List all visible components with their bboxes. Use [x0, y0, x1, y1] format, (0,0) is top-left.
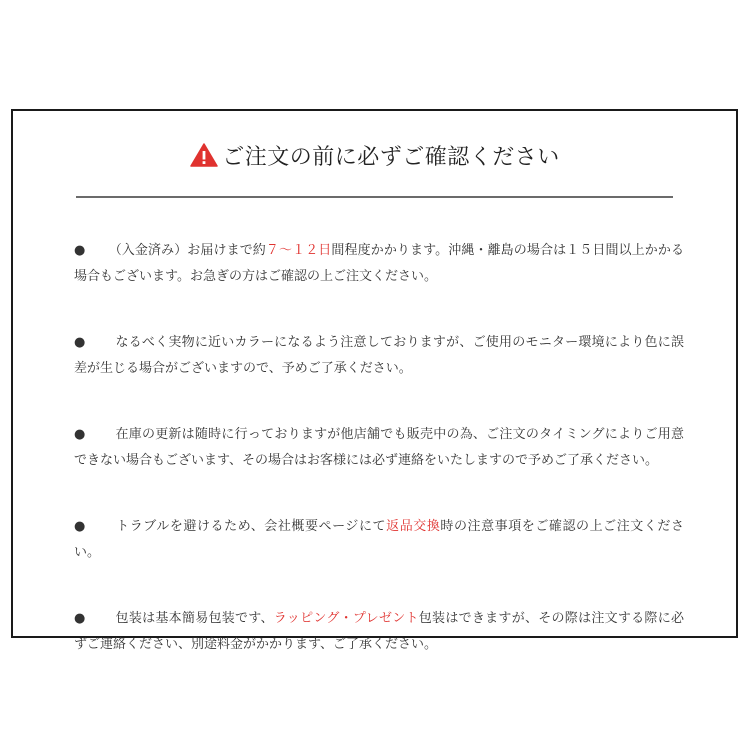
note-text: 在庫の更新は随時に行っておりますが他店舗でも販売中の為、ご注文のタイミングによりご用意できない場合もございます、その場合はお客様には必ず連絡をいたしますので予めご了承ください。 — [74, 427, 684, 468]
bullet: ● — [74, 427, 86, 442]
bullet: ● — [74, 243, 86, 258]
note-delivery — [74, 238, 684, 290]
notice-title-row — [0, 138, 750, 172]
note-text: 包装はできますが、その際は注文する際に必ずご連絡ください、別途料金がかかります、ご了承ください。 — [74, 611, 684, 652]
note-text: 時の注意事項をご確認の上ご注文ください。 — [74, 519, 684, 560]
note-text: 間程度かかります。沖縄・離島の場合は１５日間以上かかる場合もございます。お急ぎの方はご確認の上ご注文ください。 — [74, 243, 684, 284]
note-returns — [74, 514, 684, 566]
bullet: ● — [74, 611, 86, 626]
note-text: トラブルを避けるため、会社概要ページにて — [102, 519, 387, 534]
warning-triangle-icon — [190, 143, 218, 167]
note-wrapping — [74, 606, 684, 658]
note-highlight: ７～１２日 — [265, 243, 332, 258]
title-divider — [76, 196, 673, 198]
note-highlight: 返品交換 — [386, 519, 441, 534]
note-color — [74, 330, 684, 382]
page-title: ご注文の前に必ずご確認ください — [222, 144, 560, 170]
bullet: ● — [74, 519, 86, 534]
note-stock — [74, 422, 684, 474]
note-text: 包装は基本簡易包装です、 — [102, 611, 274, 626]
bullet: ● — [74, 335, 86, 350]
note-highlight: ラッピング・プレゼント — [273, 611, 419, 626]
note-text: なるべく実物に近いカラーになるよう注意しておりますが、ご使用のモニター環境により色に誤差が生じる場合がございますので、予めご了承ください。 — [74, 335, 684, 376]
notes-list — [74, 238, 684, 658]
note-text: （入金済み）お届けまで約 — [102, 243, 266, 258]
